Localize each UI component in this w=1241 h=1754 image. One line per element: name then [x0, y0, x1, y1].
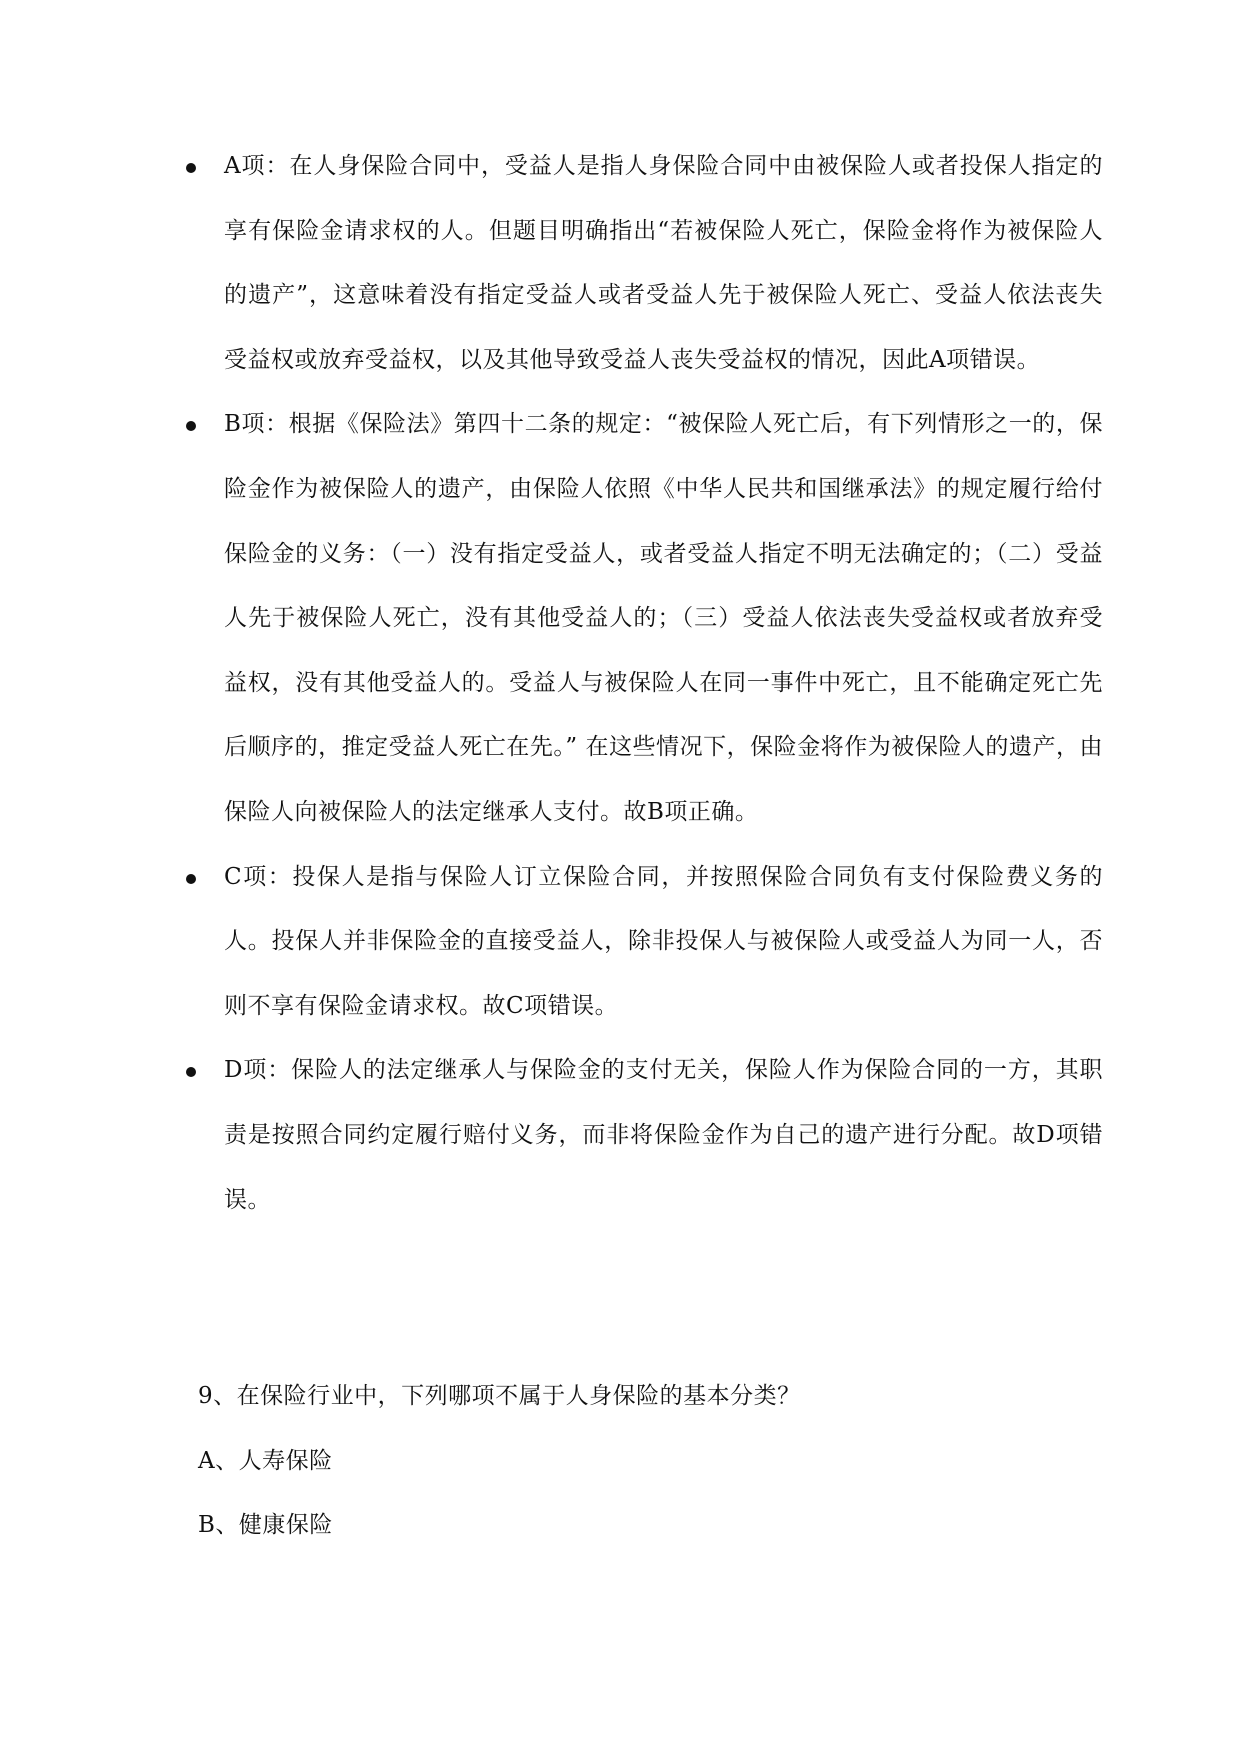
- analysis-item-d: [0, 1038, 1103, 1232]
- bullet-icon: [186, 421, 196, 431]
- analysis-item-b: [0, 392, 1103, 844]
- analysis-item-a: [0, 134, 1103, 392]
- analysis-text: B项：根据《保险法》第四十二条的规定：“被保险人死亡后，有下列情形之一的，保险金作为被保险人的遗产，由保险人依照《中华人民共和国继承法》的规定履行给付保险金的义务：（一）没有指定受益人，或者受益人指定不明无法确定的；（二）受益人先于被保险人死亡，没有其他受益人的；（三）受益人依法丧失受益权或者放弃受益权，没有其他受益人的。受益人与被保险人在同一事件中死亡，且不能确定死亡先后顺序的，推定受益人死亡在先。” 在这些情况下，保险金将作为被保险人的遗产，由保险人向被保险人的法定继承人支付。故B项正确。: [224, 411, 1103, 825]
- bullet-icon: [186, 163, 196, 173]
- bullet-icon: [186, 874, 196, 884]
- question-stem: 9、在保险行业中，下列哪项不属于人身保险的基本分类？: [198, 1383, 801, 1409]
- analysis-text: C项：投保人是指与保险人订立保险合同，并按照保险合同负有支付保险费义务的人。投保人并非保险金的直接受益人，除非投保人与被保险人或受益人为同一人，否则不享有保险金请求权。故C项错误。: [224, 863, 1103, 1019]
- analysis-text: D项：保险人的法定继承人与保险金的支付无关，保险人作为保险合同的一方，其职责是按照合同约定履行赔付义务，而非将保险金作为自己的遗产进行分配。故D项错误。: [224, 1057, 1103, 1213]
- bullet-icon: [186, 1067, 196, 1077]
- question-9: [198, 1364, 1098, 1558]
- answer-analysis-list: [0, 134, 1241, 1232]
- analysis-text: A项：在人身保险合同中，受益人是指人身保险合同中由被保险人或者投保人指定的享有保险金请求权的人。但题目明确指出“若被保险人死亡，保险金将作为被保险人的遗产”，这意味着没有指定受益人或者受益人先于被保险人死亡、受益人依法丧失受益权或放弃受益权，以及其他导致受益人丧失受益权的情况，因此A项错误。: [224, 153, 1103, 373]
- option-b: B、健康保险: [198, 1512, 333, 1539]
- analysis-item-c: [0, 845, 1103, 1039]
- option-a: A、人寿保险: [198, 1447, 333, 1474]
